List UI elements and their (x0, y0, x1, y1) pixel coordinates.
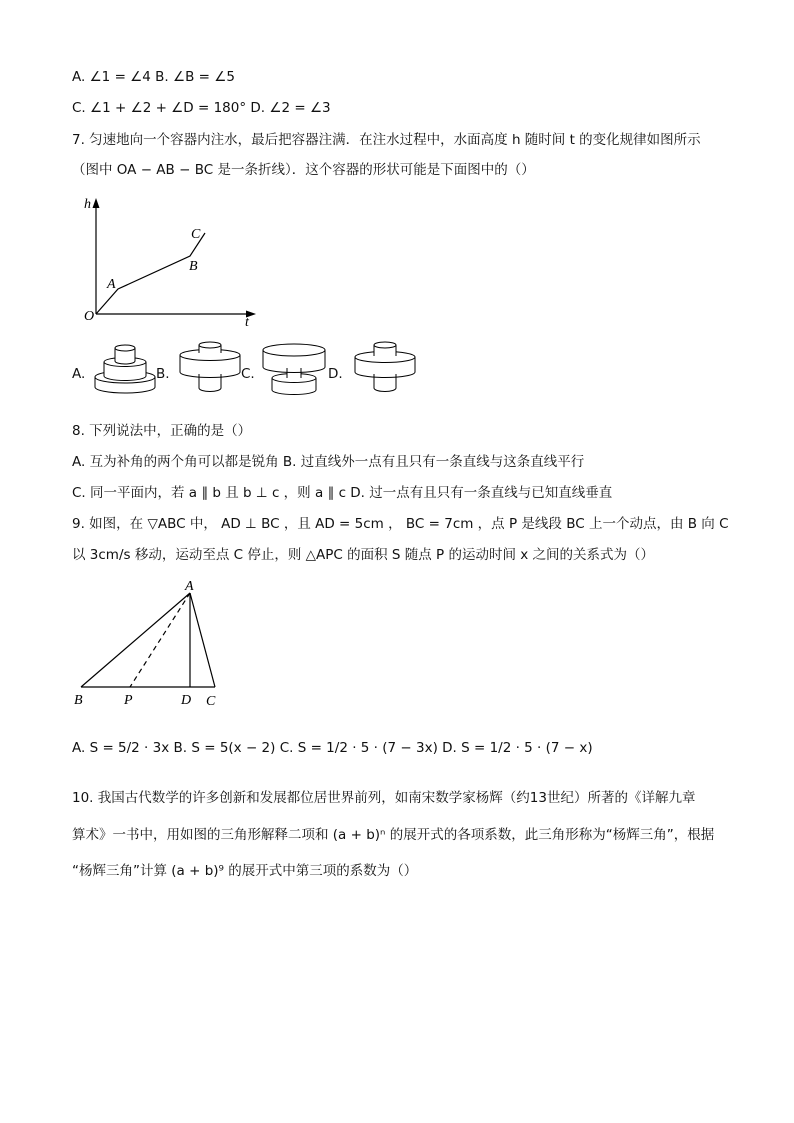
q9-segment-AB (81, 593, 190, 687)
q7-axis-label-t: t (245, 315, 249, 330)
q9-stem-line2: 以 3cm/s 移动，运动至点 C 停止，则 △APC 的面积 S 随点 P 的运动时间 x 之间的关系式为（） (72, 547, 655, 563)
q8-options-line2: C. 同一平面内，若 a ∥ b 且 b ⊥ c ，则 a ∥ c D. 过一点有且只有一条直线与已知直线垂直 (72, 485, 613, 501)
q8-options-line1: A. 互为补角的两个角可以都是锐角 B. 过直线外一点有且只有一条直线与这条直线平行 (72, 454, 585, 470)
q7-stem-line1: 7. 匀速地向一个容器内注水，最后把容器注满．在注水过程中，水面高度 h 随时间 t 的变化规律如图所示 (72, 132, 701, 148)
q9-label-D: D (181, 693, 192, 708)
q9-stem-line1: 9. 如图，在 ▽ABC 中， AD ⊥ BC ，且 AD = 5cm ， BC = 7cm ，点 P 是线段 BC 上一个动点，由 B 向 C (72, 516, 729, 532)
q9-segment-AC (190, 593, 215, 687)
q6-options-line1: A. ∠1 = ∠4 B. ∠B = ∠5 (72, 69, 235, 85)
q7-point-label-C: C (191, 227, 201, 242)
q8-stem: 8. 下列说法中，正确的是（） (72, 423, 252, 439)
q9-triangle-figure (68, 576, 228, 710)
q10-line2: 算术》一书中，用如图的三角形解释二项和 (a + b)ⁿ 的展开式的各项系数，此三角形称为“杨辉三角”，根据 (72, 827, 715, 843)
q7-option-b-label: B. (156, 366, 170, 382)
q9-label-P: P (124, 693, 133, 708)
q9-dashed-AP (130, 593, 190, 687)
q7-height-time-graph (78, 192, 263, 330)
q7-option-d-label: D. (328, 366, 343, 382)
q6-options-line2: C. ∠1 + ∠2 + ∠D = 180° D. ∠2 = ∠3 (72, 100, 331, 116)
q7-point-label-O: O (84, 309, 95, 324)
q9-options: A. S = 5/2 · 3x B. S = 5(x − 2) C. S = 1/2 · 5 · (7 − 3x) D. S = 1/2 · 5 · (7 − x) (72, 740, 593, 756)
q7-option-c-container-icon (258, 338, 330, 400)
q7-point-label-A: A (107, 277, 116, 292)
q9-label-A: A (185, 579, 194, 594)
q7-option-c-label: C. (241, 366, 255, 382)
q7-option-a-label: A. (72, 366, 86, 382)
q9-label-C: C (206, 694, 216, 709)
q7-option-a-container-icon (90, 340, 160, 400)
q10-line1: 10. 我国古代数学的许多创新和发展都位居世界前列，如南宋数学家杨辉（约13世纪）所著的《详解九章 (72, 790, 696, 806)
q7-axis-label-h: h (84, 197, 91, 212)
q7-stem-line2: （图中 OA − AB − BC 是一条折线）．这个容器的形状可能是下面图中的（） (72, 162, 535, 178)
q7-option-b-container-icon (175, 340, 245, 400)
q7-option-d-container-icon (350, 340, 420, 400)
q9-label-B: B (74, 693, 83, 708)
q10-line3: “杨辉三角”计算 (a + b)⁹ 的展开式中第三项的系数为（） (72, 863, 418, 879)
q7-point-label-B: B (189, 259, 198, 274)
